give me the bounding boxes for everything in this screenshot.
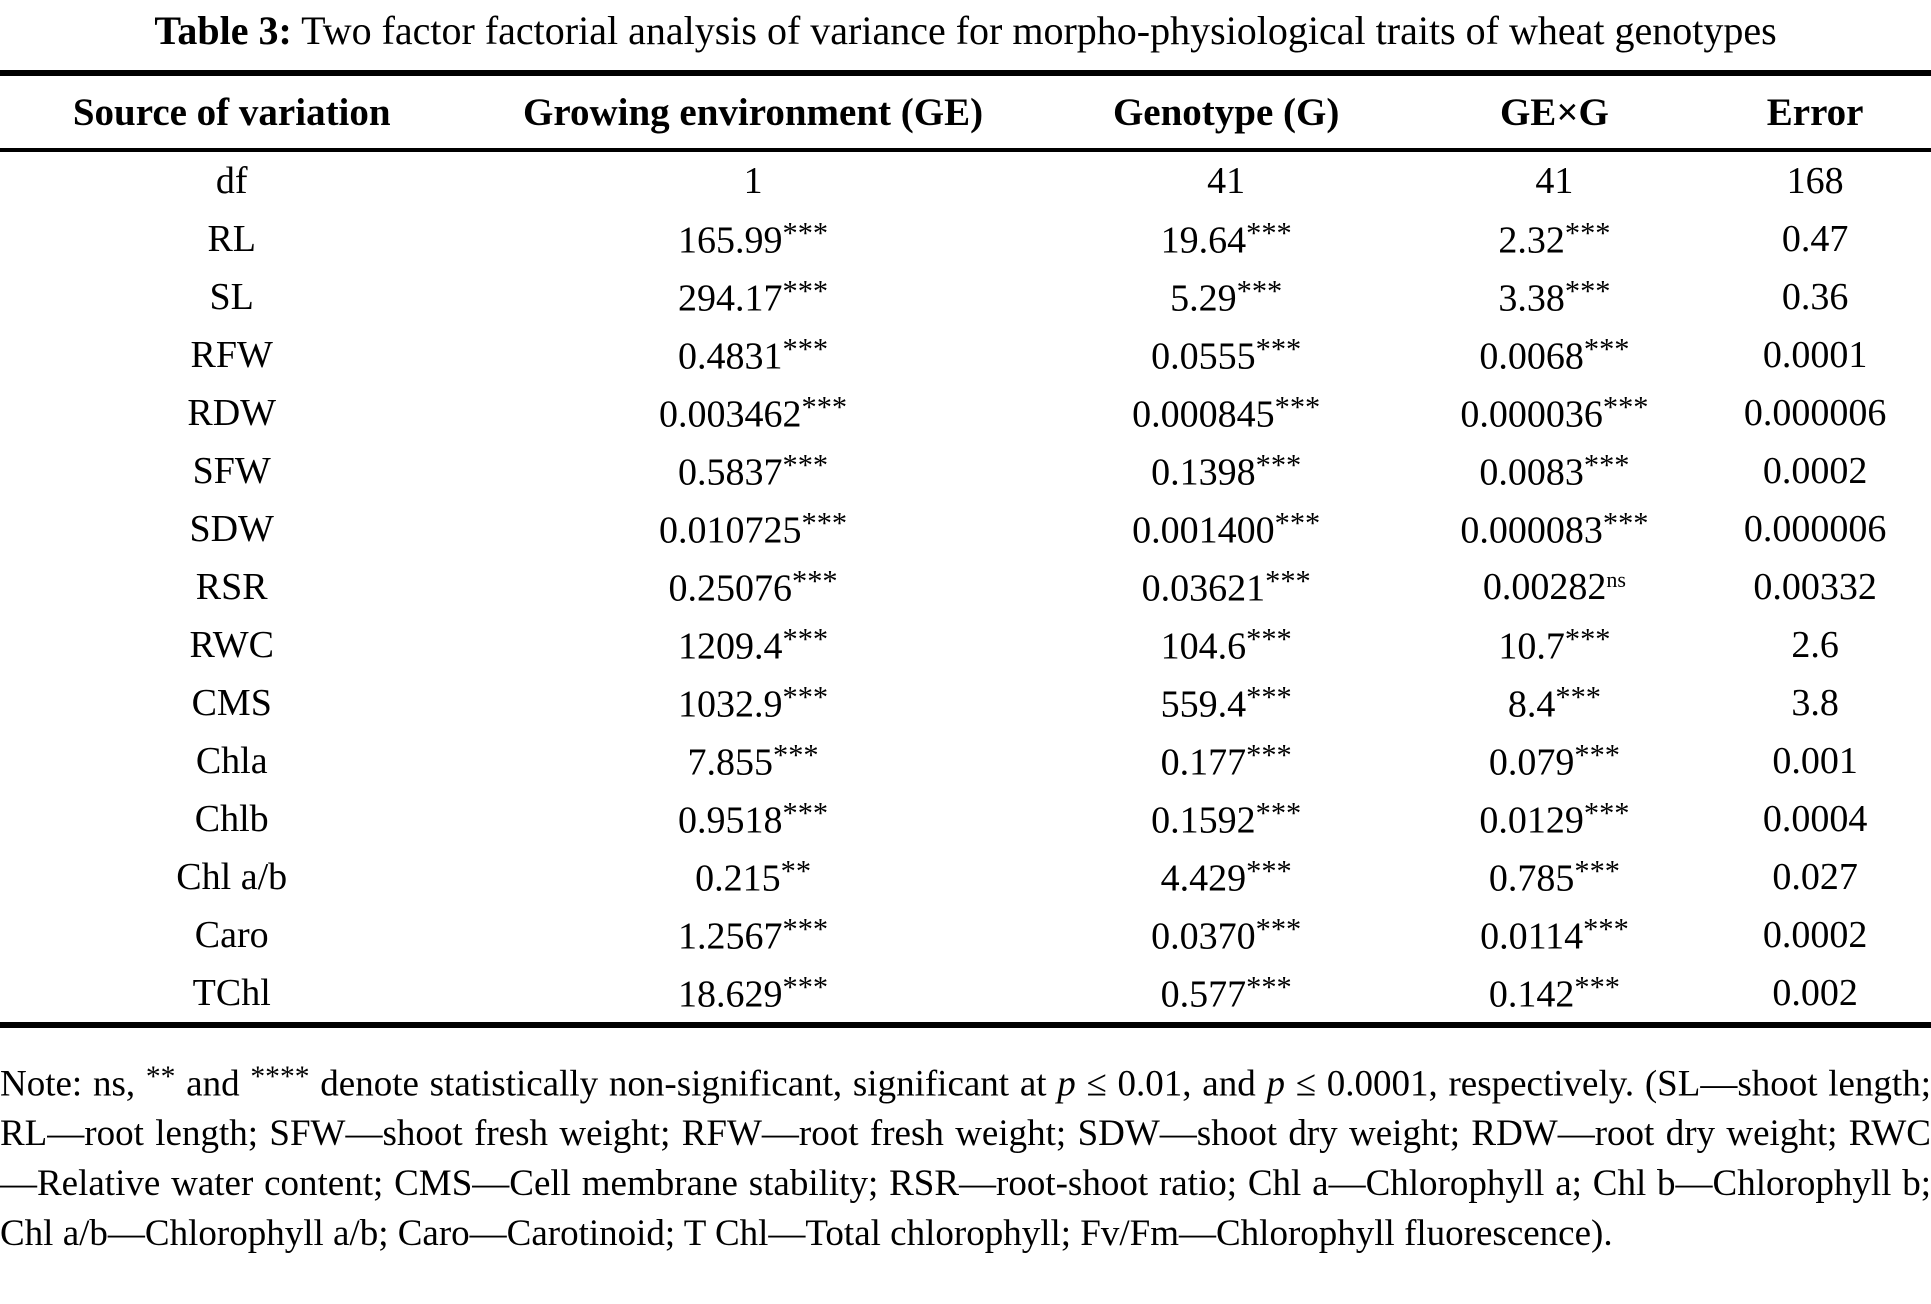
- row-label: SFW: [192, 450, 271, 492]
- footnote-text: and: [175, 1063, 251, 1105]
- cell-value: 0.000036: [1460, 393, 1603, 436]
- value-cell: [463, 268, 1042, 326]
- cell-value: 0.9518: [678, 799, 783, 842]
- significance-marker: ***: [1246, 621, 1292, 656]
- footnote-pvalue-symbol: p: [1057, 1063, 1076, 1105]
- significance-marker: ***: [1246, 215, 1292, 250]
- significance-marker: ***: [1602, 389, 1649, 424]
- value-cell: [1043, 616, 1410, 674]
- cell-value: 8.4: [1507, 683, 1556, 726]
- header-ge-x-g: GE×G: [1410, 73, 1700, 150]
- cell-value: 0.36: [1781, 276, 1849, 318]
- cell-value: 0.0068: [1479, 335, 1584, 378]
- significance-marker: ***: [801, 389, 848, 424]
- cell-value: 0.5837: [678, 451, 783, 494]
- value-cell: [1410, 268, 1700, 326]
- cell-value: 168: [1786, 160, 1844, 202]
- value-cell: [463, 384, 1042, 442]
- significance-marker: ***: [1583, 795, 1630, 830]
- cell-value: 0.0004: [1762, 798, 1868, 840]
- cell-value: 104.6: [1160, 625, 1247, 668]
- value-cell: [1699, 210, 1931, 268]
- table-row: [0, 500, 1931, 558]
- significance-marker: ***: [782, 331, 829, 366]
- significance-marker: ***: [782, 621, 829, 656]
- significance-marker: ***: [782, 215, 829, 250]
- value-cell: [1410, 964, 1700, 1025]
- significance-marker: ***: [1246, 737, 1292, 772]
- cell-value: 2.32: [1498, 219, 1565, 262]
- cell-value: 0.25076: [668, 567, 793, 610]
- row-label: SDW: [189, 508, 274, 550]
- cell-value: 0.0555: [1151, 335, 1256, 378]
- value-cell: [1699, 442, 1931, 500]
- row-label: Chlb: [194, 798, 269, 840]
- value-cell: [463, 674, 1042, 732]
- header-row: [0, 73, 1931, 150]
- footnote-text: ≤ 0.01, and: [1075, 1063, 1267, 1105]
- significance-marker: ***: [773, 737, 819, 772]
- value-cell: [463, 964, 1042, 1025]
- value-cell: [1043, 326, 1410, 384]
- header-source-of-variation: Source of variation: [0, 73, 463, 150]
- value-cell: [1410, 616, 1700, 674]
- cell-value: 10.7: [1498, 625, 1565, 668]
- value-cell: [463, 906, 1042, 964]
- row-label: Caro: [194, 914, 269, 956]
- value-cell: [1043, 906, 1410, 964]
- value-cell: [463, 150, 1042, 210]
- table-row: [0, 210, 1931, 268]
- row-label: RSR: [195, 566, 268, 608]
- significance-marker: ***: [1602, 505, 1649, 540]
- cell-value: 4.429: [1160, 857, 1247, 900]
- significance-marker: ns: [1606, 566, 1626, 592]
- value-cell: [1410, 326, 1700, 384]
- cell-value: 0.785: [1488, 857, 1575, 900]
- value-cell: [1043, 790, 1410, 848]
- footnote-pvalue-symbol: p: [1266, 1063, 1285, 1105]
- significance-marker: ***: [792, 563, 838, 598]
- value-cell: [1699, 674, 1931, 732]
- cell-value: 3.38: [1498, 277, 1565, 320]
- value-cell: [1043, 384, 1410, 442]
- significance-marker: ***: [782, 969, 829, 1004]
- significance-marker: ***: [782, 273, 829, 308]
- significance-marker: ***: [1255, 331, 1302, 366]
- value-cell: [1699, 326, 1931, 384]
- table-caption-text: Two factor factorial analysis of variance for morpho-physiological traits of wheat genotypes: [301, 8, 1777, 53]
- table-row: [0, 268, 1931, 326]
- row-label: RL: [207, 218, 256, 260]
- footnote-text: denote statistically non-significant, significant at: [309, 1063, 1058, 1105]
- row-label: TChl: [192, 972, 271, 1014]
- cell-value: 0.000006: [1743, 508, 1887, 550]
- cell-value: 0.177: [1160, 741, 1247, 784]
- cell-value: 41: [1535, 160, 1574, 202]
- table-row: [0, 674, 1931, 732]
- table-row: [0, 790, 1931, 848]
- significance-marker: ***: [1564, 273, 1611, 308]
- cell-value: 0.142: [1488, 973, 1575, 1016]
- cell-value: 0.0002: [1762, 450, 1868, 492]
- cell-value: 0.0002: [1762, 914, 1868, 956]
- row-label: df: [215, 160, 248, 202]
- value-cell: [1699, 906, 1931, 964]
- cell-value: 3.8: [1791, 682, 1839, 724]
- cell-value: 0.000083: [1460, 509, 1603, 552]
- table-row: [0, 906, 1931, 964]
- cell-value: 0.00332: [1753, 566, 1877, 608]
- value-cell: [1699, 500, 1931, 558]
- cell-value: 0.001: [1772, 740, 1858, 782]
- significance-marker: ***: [1574, 737, 1620, 772]
- significance-marker: ***: [1583, 911, 1629, 946]
- significance-marker: ***: [1583, 331, 1630, 366]
- cell-value: 0.0129: [1479, 799, 1584, 842]
- value-cell: [1410, 150, 1700, 210]
- value-cell: [463, 326, 1042, 384]
- significance-marker: ***: [1255, 447, 1302, 482]
- table-row: [0, 848, 1931, 906]
- significance-marker: ***: [1274, 389, 1321, 424]
- cell-value: 2.6: [1791, 624, 1839, 666]
- table-row: [0, 616, 1931, 674]
- table-row: [0, 442, 1931, 500]
- value-cell: [1043, 558, 1410, 616]
- significance-marker: ***: [782, 679, 829, 714]
- value-cell: [1043, 210, 1410, 268]
- footnote-text: Note: ns,: [0, 1063, 146, 1105]
- value-cell: [1410, 558, 1700, 616]
- cell-value: 0.010725: [659, 509, 802, 552]
- significance-marker: ***: [1246, 853, 1292, 888]
- value-cell: [463, 732, 1042, 790]
- row-label: RWC: [189, 624, 274, 666]
- cell-value: 1: [743, 160, 763, 202]
- table-row: [0, 326, 1931, 384]
- value-cell: [1410, 790, 1700, 848]
- value-cell: [1043, 442, 1410, 500]
- cell-value: 0.002: [1772, 972, 1858, 1014]
- table-row: [0, 558, 1931, 616]
- significance-marker: ***: [1564, 215, 1611, 250]
- cell-value: 1.2567: [678, 915, 783, 958]
- value-cell: [463, 442, 1042, 500]
- significance-marker: ***: [801, 505, 848, 540]
- table-row: [0, 150, 1931, 210]
- significance-marker: ***: [782, 911, 829, 946]
- table-caption-label: Table 3:: [154, 8, 292, 53]
- cell-value: 0.0001: [1762, 334, 1868, 376]
- cell-value: 0.0083: [1479, 451, 1584, 494]
- significance-marker: ***: [1274, 505, 1321, 540]
- row-label: Chla: [195, 740, 268, 782]
- cell-value: 0.079: [1488, 741, 1575, 784]
- table-body: [0, 150, 1931, 1025]
- value-cell: [1699, 732, 1931, 790]
- significance-marker: ***: [1265, 563, 1311, 598]
- value-cell: [1699, 790, 1931, 848]
- cell-value: 559.4: [1160, 683, 1247, 726]
- cell-value: 0.027: [1772, 856, 1858, 898]
- table-row: [0, 384, 1931, 442]
- significance-marker: ***: [1255, 795, 1302, 830]
- value-cell: [463, 558, 1042, 616]
- cell-value: 0.003462: [659, 393, 802, 436]
- header-growing-environment: Growing environment (GE): [463, 73, 1042, 150]
- value-cell: [1043, 848, 1410, 906]
- value-cell: [1699, 848, 1931, 906]
- footnote-text: ≤ 0.0001, respectively. (SL—shoot length; RL—root length; SFW—shoot fresh weight; RFW—root fresh weight; SDW—shoot dry weight; RDW—root dry weight; RWC—Relative water content; CMS—Cell membrane stability; RSR—root-shoot ratio; Chl a—Chlorophyll a; Chl b—Chlorophyll b; Chl a/b—Chlorophyll a/b; Caro—Carotinoid; T Chl—Total chlorophyll; Fv/Fm—Chlorophyll fluorescence).: [0, 1063, 1931, 1255]
- value-cell: [463, 616, 1042, 674]
- footnote-significance-marker: ****: [250, 1061, 310, 1093]
- cell-value: 5.29: [1170, 277, 1237, 320]
- row-label: RFW: [190, 334, 273, 376]
- value-cell: [1043, 268, 1410, 326]
- significance-marker: ***: [1564, 621, 1611, 656]
- significance-marker: ***: [1574, 853, 1620, 888]
- row-label: RDW: [187, 392, 277, 434]
- cell-value: 1209.4: [678, 625, 783, 668]
- significance-marker: ***: [1236, 273, 1283, 308]
- value-cell: [1410, 384, 1700, 442]
- value-cell: [1043, 674, 1410, 732]
- table-caption: [0, 0, 1931, 70]
- header-error: Error: [1699, 73, 1931, 150]
- cell-value: 1032.9: [678, 683, 783, 726]
- significance-marker: ***: [1583, 447, 1630, 482]
- row-label: Chl a/b: [176, 856, 288, 898]
- value-cell: [1699, 150, 1931, 210]
- significance-marker: ***: [1574, 969, 1620, 1004]
- table-row: [0, 964, 1931, 1025]
- cell-value: 0.4831: [678, 335, 783, 378]
- significance-marker: ***: [1246, 679, 1292, 714]
- cell-value: 0.000845: [1132, 393, 1275, 436]
- cell-value: 18.629: [678, 973, 783, 1016]
- value-cell: [463, 210, 1042, 268]
- cell-value: 41: [1207, 160, 1246, 202]
- value-cell: [1699, 964, 1931, 1025]
- cell-value: 294.17: [678, 277, 783, 320]
- value-cell: [463, 500, 1042, 558]
- value-cell: [1410, 442, 1700, 500]
- row-label: SL: [209, 276, 254, 318]
- value-cell: [1699, 268, 1931, 326]
- value-cell: [463, 848, 1042, 906]
- row-label: CMS: [191, 682, 272, 724]
- cell-value: 7.855: [687, 741, 774, 784]
- value-cell: [1699, 558, 1931, 616]
- value-cell: [1410, 848, 1700, 906]
- footnote-significance-marker: **: [145, 1061, 176, 1093]
- cell-value: 0.0370: [1151, 915, 1256, 958]
- value-cell: [1043, 964, 1410, 1025]
- value-cell: [1043, 500, 1410, 558]
- table-row: [0, 732, 1931, 790]
- value-cell: [1410, 674, 1700, 732]
- cell-value: 0.47: [1781, 218, 1849, 260]
- significance-marker: ***: [1255, 911, 1302, 946]
- cell-value: 0.1592: [1151, 799, 1256, 842]
- value-cell: [1410, 732, 1700, 790]
- significance-marker: ***: [782, 795, 829, 830]
- cell-value: 0.001400: [1132, 509, 1275, 552]
- cell-value: 19.64: [1160, 219, 1247, 262]
- significance-marker: ***: [1555, 679, 1601, 714]
- value-cell: [1043, 732, 1410, 790]
- cell-value: 0.03621: [1141, 567, 1266, 610]
- value-cell: [1410, 906, 1700, 964]
- significance-marker: ***: [782, 447, 829, 482]
- anova-table: [0, 70, 1931, 1028]
- cell-value: 0.577: [1160, 973, 1247, 1016]
- value-cell: [1410, 500, 1700, 558]
- value-cell: [1699, 616, 1931, 674]
- value-cell: [1043, 150, 1410, 210]
- cell-value: 0.215: [695, 857, 781, 900]
- value-cell: [463, 790, 1042, 848]
- table-header: [0, 73, 1931, 150]
- cell-value: 0.000006: [1743, 392, 1887, 434]
- table-footnote: [0, 1052, 1931, 1259]
- cell-value: 165.99: [678, 219, 783, 262]
- cell-value: 0.1398: [1151, 451, 1256, 494]
- cell-value: 0.00282: [1482, 566, 1607, 608]
- value-cell: [1699, 384, 1931, 442]
- significance-marker: **: [780, 853, 812, 888]
- header-genotype: Genotype (G): [1043, 73, 1410, 150]
- significance-marker: ***: [1246, 969, 1292, 1004]
- value-cell: [1410, 210, 1700, 268]
- cell-value: 0.0114: [1480, 915, 1584, 958]
